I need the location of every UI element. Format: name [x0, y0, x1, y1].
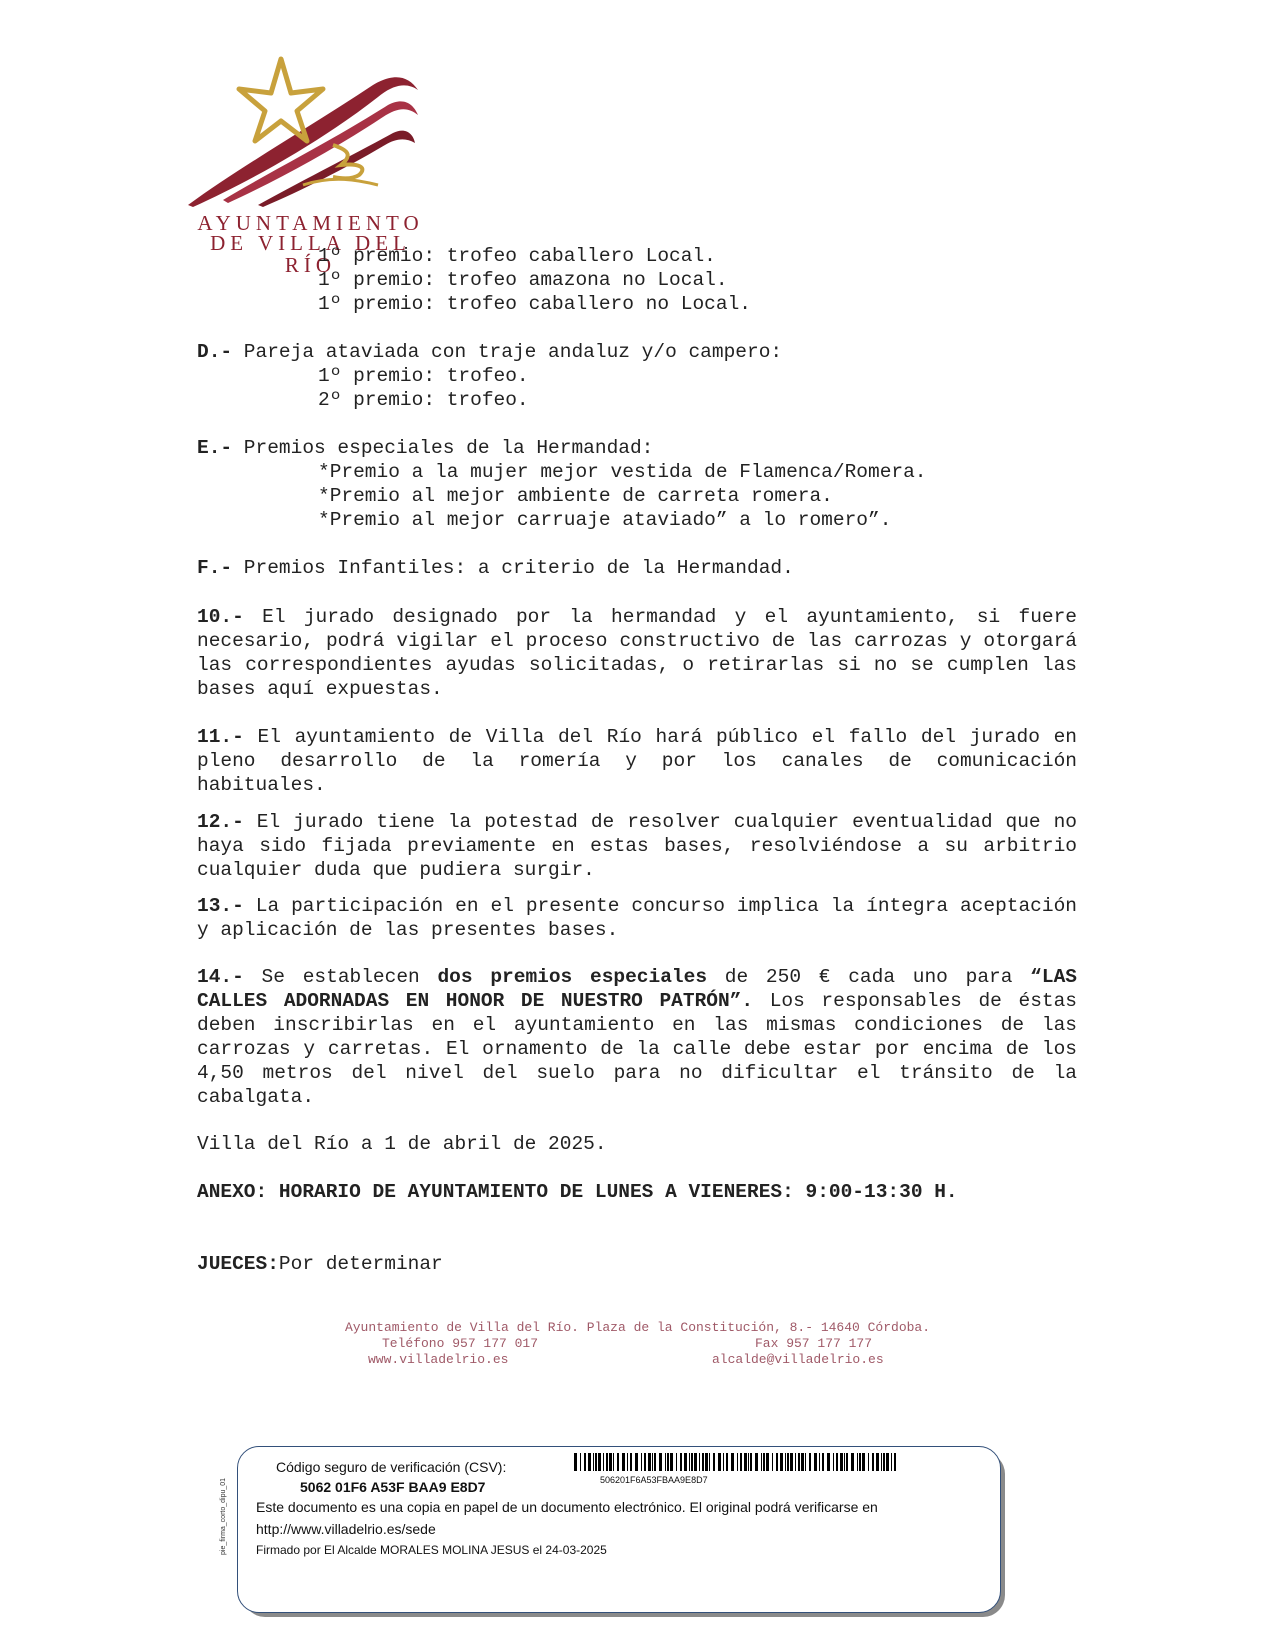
section-d-item-1: 1º premio: trofeo. — [318, 365, 529, 387]
annex-heading: ANEXO: HORARIO DE AYUNTAMIENTO DE LUNES A VIENERES: 9:00-13:30 H. — [197, 1181, 958, 1203]
footer-address: Ayuntamiento de Villa del Río. Plaza de la Constitución, 8.- 14640 Córdoba. — [344, 1320, 931, 1335]
judges-line — [197, 1253, 443, 1275]
clause-10 — [197, 605, 1077, 701]
clause-14-text-a: Se establecen — [243, 966, 438, 988]
clause-10-text: El jurado designado por la hermandad y el ayuntamiento, si fuere necesario, podrá vigilar el proceso constructivo de las carrozas y otorgará las correspondientes ayudas solicitadas, o retirarlas si no se cumplen las bases aquí expuestas. — [197, 606, 1077, 700]
municipality-logo — [183, 55, 443, 277]
csv-signed: Firmado por El Alcalde MORALES MOLINA JESUS el 24-03-2025 — [256, 1543, 607, 1557]
date-line: Villa del Río a 1 de abril de 2025. — [197, 1133, 607, 1155]
csv-verification-box — [237, 1446, 1001, 1613]
section-d-heading — [197, 341, 782, 363]
section-e-text: Premios especiales de la Hermandad: — [232, 437, 654, 459]
footer-web[interactable]: www.villadelrio.es — [368, 1352, 509, 1367]
clause-13-label: 13.- — [197, 895, 244, 917]
section-f — [197, 557, 794, 579]
prize-c-1: 1º premio: trofeo caballero Local. — [318, 245, 716, 267]
judges-text: Por determinar — [278, 1253, 443, 1275]
clause-14-text-c: Los responsables de éstas deben inscribirlas en el ayuntamiento en las mismas condiciones de las carrozas y carretas. El ornamento de la calle debe estar por encima de los 4,50 metros del nivel del suelo para no dificultar el tránsito de la cabalgata. — [197, 990, 1078, 1108]
section-d-item-2: 2º premio: trofeo. — [318, 389, 529, 411]
clause-11-label: 11.- — [197, 726, 244, 748]
prize-c-3: 1º premio: trofeo caballero no Local. — [318, 293, 751, 315]
side-form-code: pie_firma_corto_dipu_01 — [220, 1477, 227, 1555]
section-f-label: F.- — [197, 557, 233, 579]
section-e-label: E.- — [197, 437, 233, 459]
section-d-label: D.- — [197, 341, 233, 363]
logo-text-line1: AYUNTAMIENTO — [197, 211, 424, 235]
section-e-item-1: *Premio a la mujer mejor vestida de Flamenca/Romera. — [318, 461, 927, 483]
clause-14 — [197, 965, 1077, 1109]
clause-11 — [197, 725, 1077, 797]
csv-notice: Este documento es una copia en papel de un documento electrónico. El original podrá verificarse en — [256, 1499, 878, 1515]
footer-fax: Fax 957 177 177 — [755, 1336, 873, 1351]
judges-label: JUECES: — [197, 1253, 279, 1275]
clause-12-text: El jurado tiene la potestad de resolver cualquier eventualidad que no haya sido fijada previamente en estas bases, resolviéndose a su arbitrio cualquier duda que pudiera surgir. — [197, 811, 1077, 881]
logo-text-line2: DE VILLA DEL RÍO — [210, 231, 411, 277]
clause-14-bold-b: “LAS CALLES ADORNADAS EN HONOR DE NUESTRO PATRÓN”. — [197, 966, 1077, 1012]
clause-10-label: 10.- — [197, 606, 244, 628]
clause-12-label: 12.- — [197, 811, 244, 833]
csv-title: Código seguro de verificación (CSV): — [276, 1459, 507, 1475]
csv-url[interactable]: http://www.villadelrio.es/sede — [256, 1521, 436, 1537]
clause-11-text: El ayuntamiento de Villa del Río hará público el fallo del jurado en pleno desarrollo de la romería y por los canales de comunicación habituales. — [197, 726, 1077, 796]
csv-code: 5062 01F6 A53F BAA9 E8D7 — [300, 1479, 486, 1495]
section-d-text: Pareja ataviada con traje andaluz y/o campero: — [232, 341, 783, 363]
section-e-item-3: *Premio al mejor carruaje ataviado” a lo romero”. — [318, 509, 892, 531]
clause-12 — [197, 810, 1077, 882]
clause-13 — [197, 894, 1077, 942]
logo-emblem-icon — [183, 55, 443, 215]
section-e-heading — [197, 437, 653, 459]
clause-13-text: La participación en el presente concurso implica la íntegra aceptación y aplicación de las presentes bases. — [197, 895, 1077, 941]
prize-c-2: 1º premio: trofeo amazona no Local. — [318, 269, 728, 291]
clause-14-text-b: de 250 € cada uno para — [707, 966, 1031, 988]
clause-14-label: 14.- — [197, 966, 244, 988]
section-e-item-2: *Premio al mejor ambiente de carreta romera. — [318, 485, 833, 507]
barcode-icon — [574, 1453, 900, 1471]
footer-email[interactable]: alcalde@villadelrio.es — [712, 1352, 884, 1367]
clause-14-bold-a: dos premios especiales — [437, 966, 708, 988]
barcode-text: 506201F6A53FBAA9E8D7 — [600, 1475, 708, 1485]
section-f-text: Premios Infantiles: a criterio de la Hermandad. — [232, 557, 794, 579]
footer-phone: Teléfono 957 177 017 — [382, 1336, 539, 1351]
